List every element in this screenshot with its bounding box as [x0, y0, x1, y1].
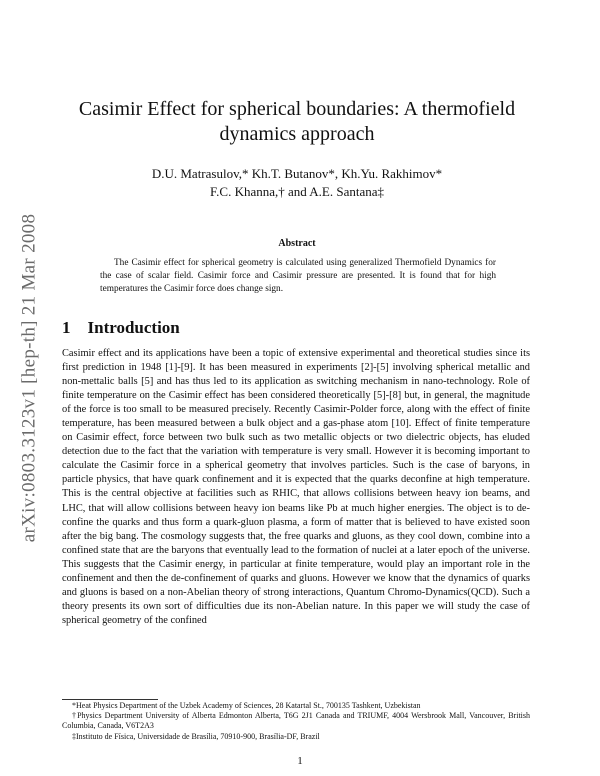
abstract-text: The Casimir effect for spherical geometry is calculated using generalized Thermofield Dynamics for the case of scalar field. Casimir force and Casimir pressure are presented. It is found that for high temperatures the Casimir force does change sign.: [100, 258, 496, 294]
footnotes: [62, 701, 530, 742]
paper-title-line-1: Casimir Effect for spherical boundaries: A thermofield: [78, 98, 516, 120]
abstract-heading: Abstract: [278, 238, 316, 249]
footnote-divider: [62, 699, 158, 700]
introduction-paragraph: Casimir effect and its applications have been a topic of extensive experimental and theoretical studies since its first prediction in 1948 [1]-[9]. It has been measured in experiments [2]-[5] involving spherical metallic and non-mettalic balls [5] and has thus led to its application as switching mechanism in nano-technology. Role of finite temperature on the Casimir effect has been considered theoretically [5]-[8] but, in general, the magnitude of the force is too small to be measured precisely. Recently Casimir-Polder force, along with the effect of finite temperature, has been measured between a bulk object and a gas-phase atom [10]. Effect of finite temperature on Casimir effect, force between two bulk such as two metallic objects or two dielectric objects, has eluded detection due to the fact that the variation with temperature is very small. However it is becoming important to calculate the Casimir force in a spherical geometry that involves particles. Such is the case of baryons, in particle physics, that have quark confinement and it is expected that the quarks deconfine at high temperature. This is the central objective at facilities such as RHIC, that allows collisions between heavy ion beams, and LHC, that will allow collisions between heavy ion beams like Pb at much higher energies. The object is to de-confine the quarks and thus form a quark-gluon plasma, a form of matter that is believed to have existed soon after the big bang. The cosmology suggests that, the free quarks and gluons, as they cool down, combine into a confined state that are the baryons that eventually lead to the formation of nuclei at a later epoch of the universe. This suggests that the Casimir energy, in particular at finite temperature, would play an important role in the confinement and then the de-confinement of quarks and gluons. However we know that the dynamics of quarks and gluons is based on a non-Abelian theory of strong interactions, Quantum Chromo-Dynamics(QCD). Such a theory presents its own sort of difficulties due its non-Abelian nature. In this paper we will study the case of spherical geometry of the confined: [62, 348, 530, 626]
footnote-affiliation-3: ‡Instituto de Física, Universidade de Brasília, 70910-900, Brasília-DF, Brazil: [72, 731, 320, 741]
paper-title-line-2: dynamics approach: [219, 123, 375, 145]
arxiv-identifier-text: arXiv:0803.3123v1 [hep-th] 21 Mar 2008: [18, 213, 40, 543]
authors-line-2: F.C. Khanna,† and A.E. Santana‡: [209, 184, 385, 199]
page-number: 1: [297, 755, 303, 767]
section-number: 1: [62, 318, 71, 337]
paper-title: [62, 97, 532, 147]
section-heading: [62, 318, 180, 338]
footnote-affiliation-1: *Heat Physics Department of the Uzbek Academy of Sciences, 28 Katartal St., 700135 Tashkent, Uzbekistan: [72, 701, 421, 710]
arxiv-identifier: [14, 198, 44, 558]
footnote-affiliation-2: †Physics Department University of Alberta Edmonton Alberta, T6G 2J1 Canada and TRIUMF, 4004 Wersbrook Mall, Vancouver, British Columbia, Canada, V6T2A3: [62, 711, 530, 731]
author-list: [62, 165, 532, 201]
abstract-block: [100, 257, 496, 296]
authors-line-1: D.U. Matrasulov,* Kh.T. Butanov*, Kh.Yu. Rakhimov*: [151, 166, 443, 181]
section-title: Introduction: [87, 318, 180, 337]
